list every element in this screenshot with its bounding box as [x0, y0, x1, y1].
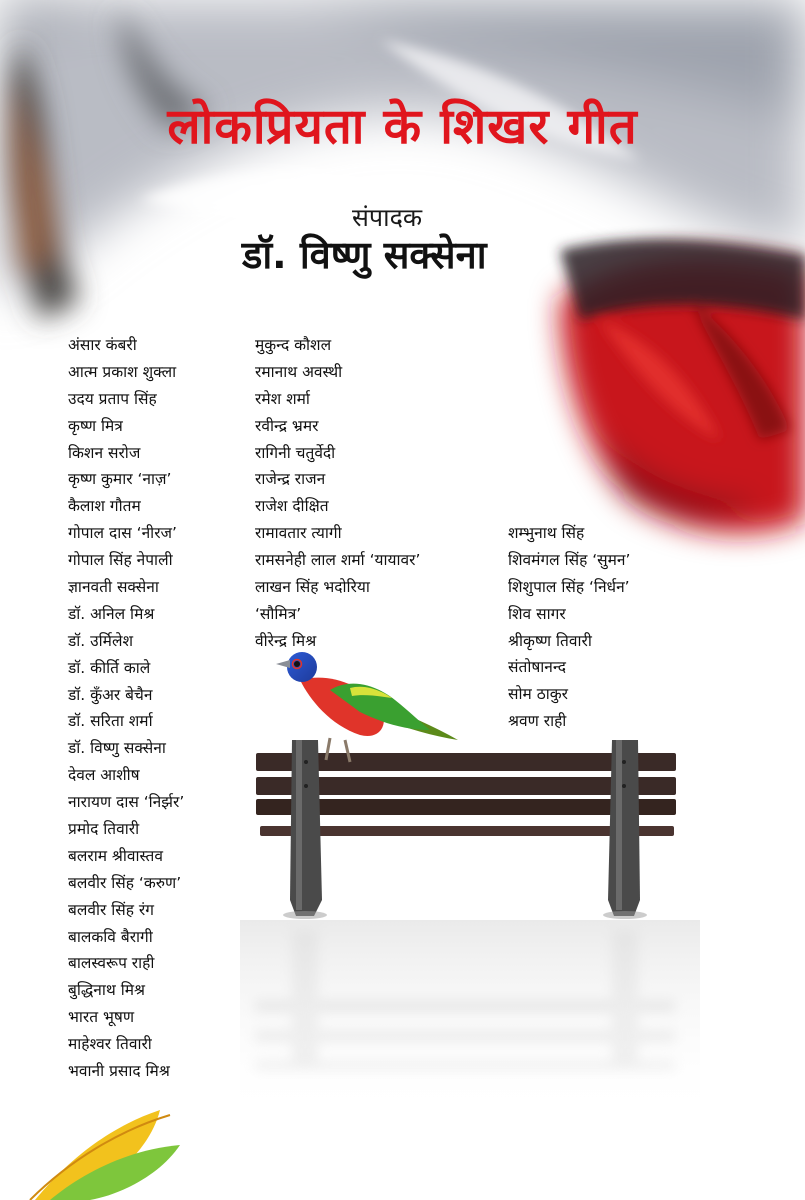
contributor-name: डॉ. सरिता शर्मा — [68, 712, 153, 731]
contributor-name: रवीन्द्र भ्रमर — [255, 416, 319, 435]
contributor-name: रमानाथ अवस्थी — [255, 362, 343, 381]
contributor-name: डॉ. कुँअर बेचैन — [68, 685, 153, 704]
contributor-name: बालस्वरूप राही — [68, 954, 155, 973]
red-paint-splash — [560, 239, 805, 533]
contributor-name: बलवीर सिंह ‘करुण’ — [68, 873, 182, 892]
contributor-name: कैलाश गौतम — [68, 497, 141, 516]
contributors-column-2 — [255, 332, 420, 655]
contributor-name: बुद्धिनाथ मिश्र — [68, 981, 145, 1000]
contributor-name: शिशुपाल सिंह ‘निर्धन’ — [508, 577, 630, 596]
contributor-name: डॉ. विष्णु सक्सेना — [68, 739, 166, 758]
book-title: लोकप्रियता के शिखर गीत — [167, 98, 638, 155]
contributor-name: रमेश शर्मा — [255, 389, 310, 408]
contributor-name: ‘सौमित्र’ — [255, 604, 302, 623]
contributor-name: प्रमोद तिवारी — [68, 820, 140, 839]
contributor-name: ज्ञानवती सक्सेना — [68, 578, 159, 597]
contributor-name: डॉ. अनिल मिश्र — [68, 604, 155, 623]
contributor-name: राजेन्द्र राजन — [255, 470, 326, 489]
contributor-name: रामसनेही लाल शर्मा ‘यायावर’ — [255, 551, 421, 570]
contributor-name: बालकवि बैरागी — [68, 927, 153, 946]
contributor-name: कृष्ण कुमार ‘नाज़’ — [68, 470, 172, 489]
contributor-name: अंसार कंबरी — [68, 336, 137, 354]
contributor-name: वीरेन्द्र मिश्र — [255, 631, 317, 650]
contributor-name: लाखन सिंह भदोरिया — [255, 578, 370, 597]
park-bench — [256, 740, 676, 919]
contributor-name: रागिनी चतुर्वेदी — [255, 443, 336, 462]
feather-decoration — [30, 1110, 180, 1200]
contributors-column-1 — [68, 332, 184, 1085]
contributor-name: शम्भुनाथ सिंह — [508, 524, 585, 542]
editor-label: संपादक — [352, 203, 423, 232]
contributor-name: शिवमंगल सिंह ‘सुमन’ — [508, 550, 631, 569]
contributor-name: भवानी प्रसाद मिश्र — [68, 1062, 170, 1081]
contributor-name: मुकुन्द कौशल — [255, 336, 332, 354]
contributors-column-3 — [508, 520, 630, 735]
contributor-name: बलराम श्रीवास्तव — [68, 846, 164, 865]
contributor-name: देवल आशीष — [68, 766, 140, 785]
contributor-name: कृष्ण मित्र — [68, 416, 123, 435]
contributor-name: डॉ. उर्मिलेश — [68, 631, 133, 650]
contributor-name: आत्म प्रकाश शुक्ला — [68, 362, 177, 381]
contributor-name: गोपाल दास ‘नीरज’ — [68, 524, 177, 543]
contributor-name: सोम ठाकुर — [508, 685, 568, 704]
contributor-name: शिव सागर — [508, 604, 566, 623]
contributor-name: श्रवण राही — [508, 712, 567, 731]
contributor-name: राजेश दीक्षित — [255, 497, 329, 516]
contributor-name: गोपाल सिंह नेपाली — [68, 551, 173, 570]
contributor-name: उदय प्रताप सिंह — [68, 389, 157, 408]
contributor-name: भारत भूषण — [68, 1008, 135, 1027]
contributor-name: संतोषानन्द — [508, 658, 566, 677]
contributor-name: किशन सरोज — [68, 443, 141, 462]
contributor-name: डॉ. कीर्ति काले — [68, 658, 151, 677]
contributor-name: रामावतार त्यागी — [255, 524, 342, 543]
contributor-name: श्रीकृष्ण तिवारी — [508, 631, 592, 650]
contributor-name: माहेश्वर तिवारी — [68, 1035, 152, 1054]
contributor-name: बलवीर सिंह रंग — [68, 900, 154, 919]
editor-name: डॉ. विष्णु सक्सेना — [242, 233, 487, 277]
contributor-name: नारायण दास ‘निर्झर’ — [68, 793, 185, 812]
